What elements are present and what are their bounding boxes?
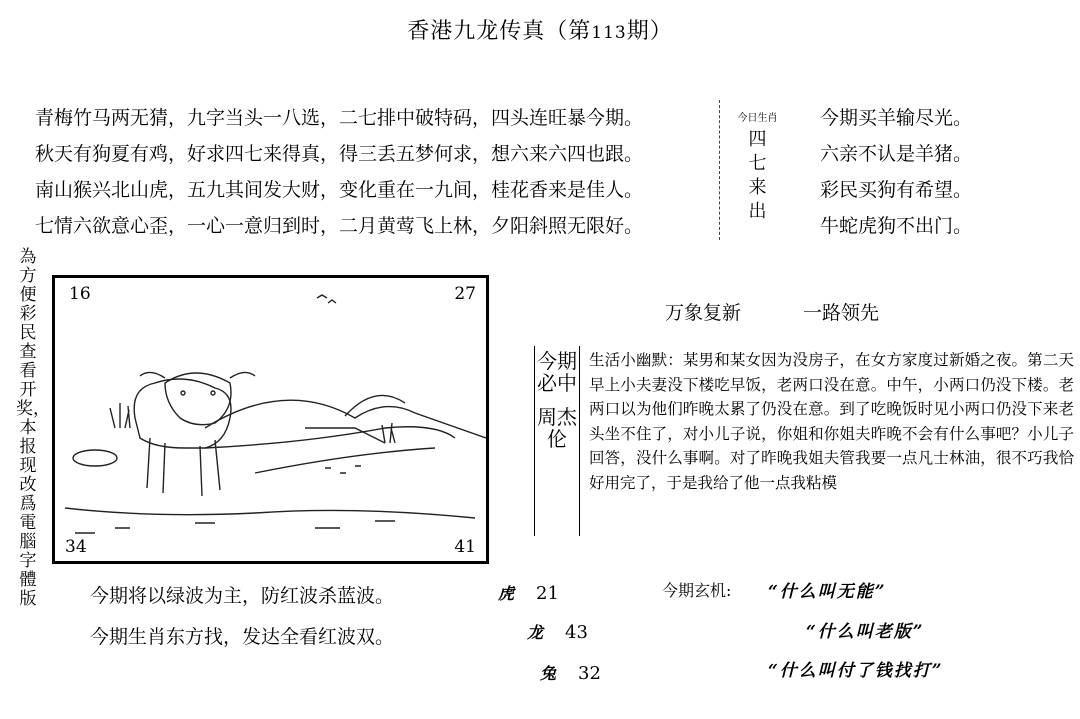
page-title	[0, 14, 1080, 45]
right-verse-line: 六亲不认是羊猪。	[820, 143, 973, 165]
poem-line: 青梅竹马两无猜，九字当头一八选，二七排中破特码，四头连旺暴今期。	[35, 107, 644, 129]
zodiac-number: 32	[578, 663, 601, 684]
right-verse	[820, 100, 972, 244]
zodiac-animal: 虎	[498, 584, 515, 603]
zodiac-box-char: 出	[748, 201, 767, 222]
issue-number: 113	[591, 23, 627, 43]
corner-number-tr: 27	[454, 284, 476, 304]
must-win-box	[534, 346, 580, 536]
xuanji-phrase: “什么叫无能”	[768, 582, 887, 602]
zodiac-pair	[498, 581, 559, 604]
must-win-pick: 周杰伦	[537, 405, 577, 451]
right-verse-line: 牛蛇虎狗不出门。	[820, 215, 973, 237]
zodiac-box-char: 四	[748, 129, 767, 150]
poem-line: 秋天有狗夏有鸡，好求四七来得真，得三丢五梦何求，想六来六四也跟。	[35, 143, 644, 165]
zodiac-pair	[540, 661, 601, 684]
poem-block	[35, 100, 643, 244]
xuanji-label: 今期玄机:	[662, 581, 732, 600]
zodiac-box-char: 七	[748, 153, 767, 174]
title-suffix: 期）	[626, 19, 673, 44]
slogan-left: 万象复新	[665, 302, 742, 324]
zodiac-box-char: 来	[748, 177, 767, 198]
bottom-line-1: 今期将以绿波为主，防红波杀蓝波。	[90, 585, 395, 607]
cow-illustration	[55, 278, 486, 561]
slogan-right: 一路领先	[803, 302, 880, 324]
zodiac-number: 21	[536, 583, 559, 604]
corner-number-tl: 16	[69, 284, 91, 304]
zodiac-box-column	[720, 128, 795, 224]
zodiac-box	[719, 100, 795, 240]
corner-number-bl: 34	[65, 537, 87, 557]
side-vertical-notice: 為方便彩民查看开奖，本报现改爲電腦字體版	[16, 247, 50, 609]
right-verse-line: 彩民买狗有希望。	[820, 179, 973, 201]
zodiac-number: 43	[565, 622, 588, 643]
poem-line: 南山猴兴北山虎，五九其间发大财，变化重在一九间，桂花香来是佳人。	[35, 179, 644, 201]
humor-story: 生活小幽默：某男和某女因为没房子，在女方家度过新婚之夜。第二天早上小夫妻没下楼吃早饭，老两口没在意。中午，小两口仍没下楼。老两口以为他们昨晚太累了仍没在意。到了吃晚饭时见小两口仍没下来老头坐不住了，对小儿子说，你姐和你姐夫昨晚不会有什么事吧？小儿子回答，没什么事啊。对了昨晚我姐夫管我要一点凡士林油，很不巧我恰好用完了，于是我给了他一点我粘模	[589, 351, 1074, 492]
slogan	[665, 298, 941, 325]
zodiac-animal: 龙	[527, 623, 544, 642]
illustration-frame	[52, 275, 489, 564]
xuanji-phrase: “什么叫老版”	[806, 622, 925, 642]
zodiac-box-header: 今日生肖	[737, 113, 778, 124]
title-prefix: 香港九龙传真（第	[407, 19, 592, 44]
xuanji-phrase: “什么叫付了钱找打”	[768, 661, 944, 681]
corner-number-br: 41	[454, 537, 476, 557]
poem-line: 七情六欲意心歪，一心一意归到时，二月黄莺飞上林，夕阳斜照无限好。	[35, 215, 644, 237]
zodiac-animal: 兔	[540, 664, 557, 683]
zodiac-pair	[527, 620, 588, 643]
right-verse-line: 今期买羊输尽光。	[820, 107, 973, 129]
must-win-label: 今期必中	[537, 349, 577, 395]
bottom-line-2: 今期生肖东方找，发达全看红波双。	[90, 626, 395, 648]
